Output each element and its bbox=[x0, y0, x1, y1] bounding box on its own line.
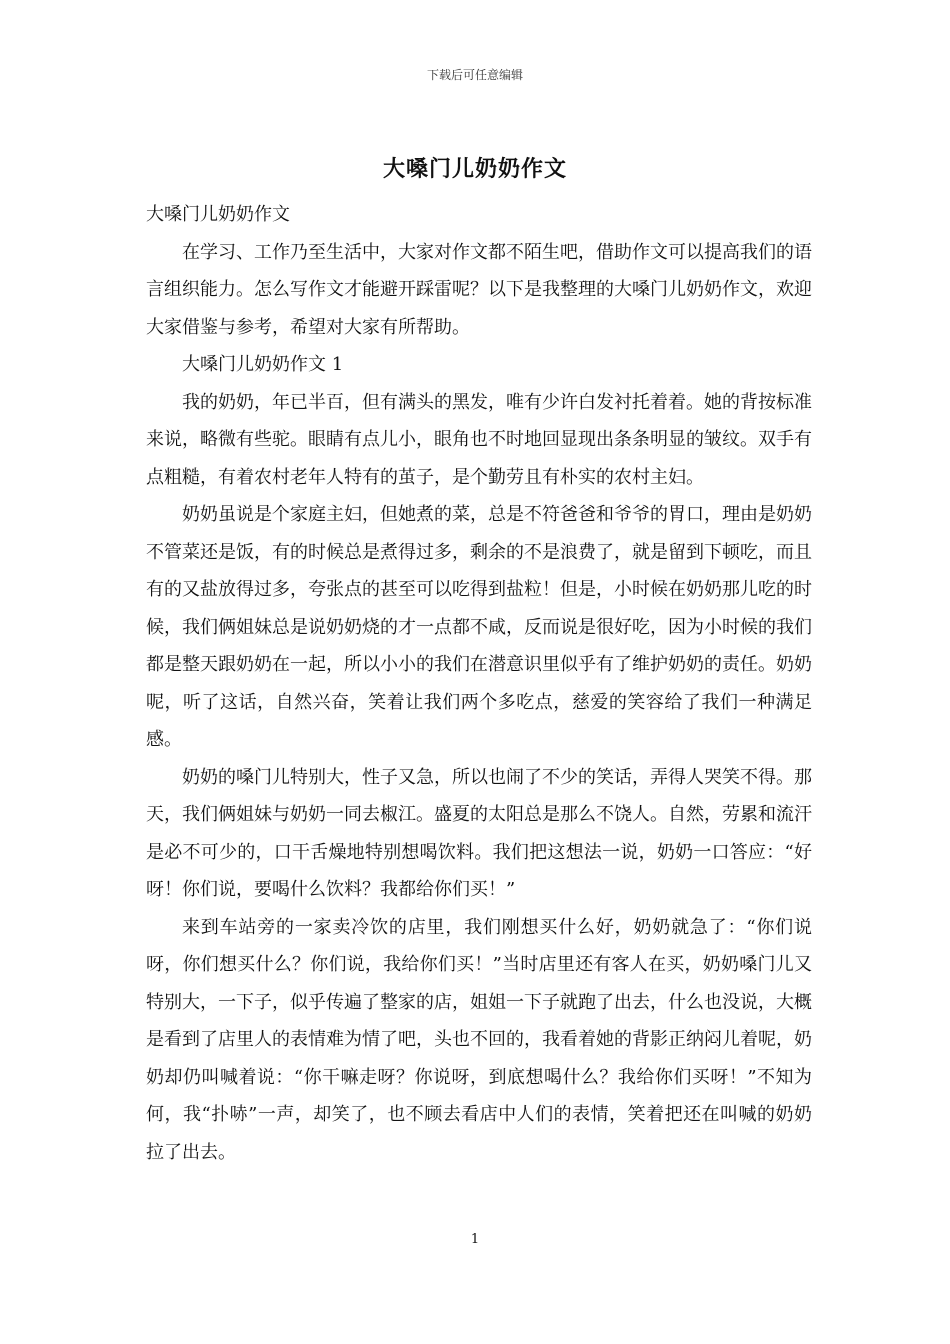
intro-paragraph: 在学习、工作乃至生活中，大家对作文都不陌生吧，借助作文可以提高我们的语言组织能力。怎么写作文才能避开踩雷呢？以下是我整理的大嗓门儿奶奶作文，欢迎大家借鉴与参考，希望对大家有所帮助。 bbox=[146, 241, 812, 338]
body-paragraph: 奶奶虽说是个家庭主妇，但她煮的菜，总是不符爸爸和爷爷的胃口，理由是奶奶不管菜还是饭，有的时候总是煮得过多，剩余的不是浪费了，就是留到下顿吃，而且有的又盐放得过多，夸张点的甚至可以吃得到盐粒！但是，小时候在奶奶那儿吃的时候，我们俩姐妹总是说奶奶烧的才一点都不咸，反而说是很好吃，因为小时候的我们都是整天跟奶奶在一起，所以小小的我们在潜意识里似乎有了维护奶奶的责任。奶奶呢，听了这话，自然兴奋，笑着让我们两个多吃点，慈爱的笑容给了我们一种满足感。 bbox=[146, 504, 812, 750]
page-number: 1 bbox=[470, 1232, 480, 1247]
body-paragraph: 奶奶的嗓门儿特别大，性子又急，所以也闹了不少的笑话，弄得人哭笑不得。那天，我们俩姐妹与奶奶一同去椒江。盛夏的太阳总是那么不饶人。自然，劳累和流汗是必不可少的，口干舌燥地特别想喝饮料。我们把这想法一说，奶奶一口答应：“好呀！你们说，要喝什么饮料？我都给你们买！” bbox=[146, 766, 812, 900]
body-paragraph: 我的奶奶，年已半百，但有满头的黑发，唯有少许白发衬托着着。她的背按标准来说，略微有些驼。眼睛有点儿小，眼角也不时地回显现出条条明显的皱纹。双手有点粗糙，有着农村老年人特有的茧子，是个勤劳且有朴实的农村主妇。 bbox=[146, 391, 812, 488]
page-header-note: 下载后可任意编辑 bbox=[426, 68, 523, 82]
body-paragraph: 来到车站旁的一家卖冷饮的店里，我们刚想买什么好，奶奶就急了：“你们说呀，你们想买什么？你们说，我给你们买！”当时店里还有客人在买，奶奶嗓门儿又特别大，一下子，似乎传遍了整家的店，姐姐一下子就跑了出去，什么也没说，大概是看到了店里人的表情难为情了吧，头也不回的，我看着她的背影正纳闷儿着呢，奶奶却仍叫喊着说：“你干嘛走呀？你说呀，到底想喝什么？我给你们买呀！”不知为何，我“扑哧”一声，却笑了，也不顾去看店中人们的表情，笑着把还在叫喊的奶奶拉了出去。 bbox=[146, 916, 812, 1163]
document-body bbox=[146, 196, 812, 1171]
subtitle-paragraph: 大嗓门儿奶奶作文 bbox=[146, 204, 290, 225]
section-heading: 大嗓门儿奶奶作文 1 bbox=[182, 354, 344, 375]
document-title: 大嗓门儿奶奶作文 bbox=[382, 156, 567, 182]
